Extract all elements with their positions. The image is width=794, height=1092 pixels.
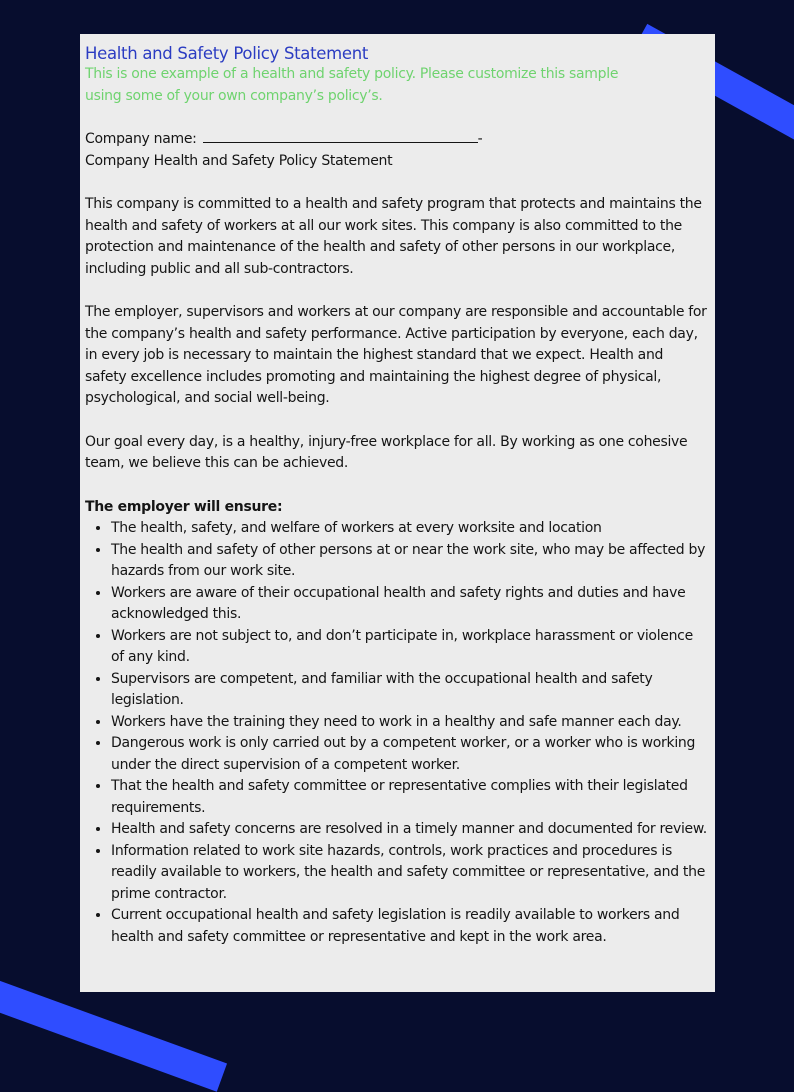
paragraph-responsibility: The employer, supervisors and workers at our company are responsible and accountable for the company’s health and safety performance. Active participation by everyone, each day, in every job is necessary to maintain the highest standard that we expect. Health and safety excellence includes promoting and maintaining the highest degree of physical, psychological, and social well-being. [85, 304, 707, 406]
page-title: Health and Safety Policy Statement [85, 44, 369, 63]
list-item: • Current occupational health and safety legislation is readily available to workers and health and safety committee or representative and kept in the work area. [111, 905, 707, 948]
sample-note-line-2: using some of your own company’s policy’s. [85, 87, 383, 104]
list-item: • The health, safety, and welfare of workers at every worksite and location [111, 518, 707, 540]
paragraph-goal: Our goal every day, is a healthy, injury-free workplace for all. By working as one cohesive team, we believe this can be achieved. [85, 433, 688, 471]
employer-heading: The employer will ensure: [85, 498, 283, 515]
company-name-suffix: - [477, 131, 483, 147]
list-item: • Workers are not subject to, and don’t participate in, workplace harassment or violence of any kind. [111, 626, 707, 669]
company-name-row [85, 129, 707, 151]
company-name-blank [203, 129, 478, 143]
policy-subtitle: Company Health and Safety Policy Statement [85, 152, 393, 169]
list-item: • The health and safety of other persons at or near the work site, who may be affected by hazards from our work site. [111, 540, 707, 583]
paragraph-commitment: This company is committed to a health and safety program that protects and maintains the health and safety of workers at all our work sites. This company is also committed to the protection and maintenance of the health and safety of other persons in our workplace, including public and all sub-contractors. [85, 196, 702, 277]
company-name-label: Company name: [85, 131, 197, 147]
list-item: • Dangerous work is only carried out by a competent worker, or a worker who is working under the direct supervision of a competent worker. [111, 733, 707, 776]
list-item: • Supervisors are competent, and familiar with the occupational health and safety legislation. [111, 669, 707, 712]
list-item: • Workers are aware of their occupational health and safety rights and duties and have acknowledged this. [111, 583, 707, 626]
list-item: • That the health and safety committee or representative complies with their legislated requirements. [111, 776, 707, 819]
employer-list [85, 518, 707, 948]
policy-page [80, 34, 715, 992]
list-item: • Information related to work site hazards, controls, work practices and procedures is readily available to workers, the health and safety committee or representative, and the prime contractor. [111, 841, 707, 906]
list-item: • Workers have the training they need to work in a healthy and safe manner each day. [111, 712, 707, 734]
list-item: • Health and safety concerns are resolved in a timely manner and documented for review. [111, 819, 707, 841]
sample-note-line-1: This is one example of a health and safety policy. Please customize this sample [85, 66, 619, 82]
